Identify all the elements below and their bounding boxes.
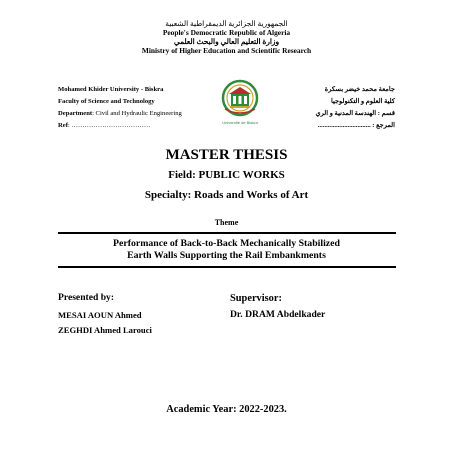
author-1: MESAI AOUN Ahmed [58,310,142,320]
department-line [58,110,182,118]
theme-top-rule [58,232,396,234]
author-2: ZEGHDI Ahmed Larouci [58,325,152,335]
theme-label: Theme [214,218,239,227]
ministry-english: Ministry of Higher Education and Scientific Research [141,46,312,55]
department-arabic: قسم : الهندسة المدنية و الري [315,110,395,117]
faculty-name: Faculty of Science and Technology [58,98,155,105]
university-name-arabic: جامعة محمد خيضر بسكرة [324,86,395,93]
ref-value: : ……………………………… [67,122,151,129]
field-line: Field: PUBLIC WORKS [168,169,285,181]
specialty-line: Specialty: Roads and Works of Art [144,189,309,201]
republic-arabic: الجمهورية الجزائرية الديمقراطية الشعبية [165,19,288,28]
supervisor-label: Supervisor: [230,293,282,304]
university-logo [218,78,262,130]
republic-english: People's Democratic Republic of Algeria [162,28,291,37]
ref-line [58,122,151,130]
university-name: Mohamed Khider University - Biskra [58,86,164,93]
theme-line-2: Earth Walls Supporting the Rail Embankments [127,250,326,261]
thesis-title: MASTER THESIS [165,147,288,163]
logo-caption: Université de Biskra [222,120,258,125]
ministry-arabic: وزارة التعليم العالي والبحث العلمي [173,37,280,46]
supervisor-name: Dr. DRAM Abdelkader [230,309,326,320]
presented-by-label: Presented by: [58,292,115,303]
ref-label: Ref [58,122,68,129]
faculty-name-arabic: كلية العلوم و التكنولوجيا [330,98,395,105]
department-value: : Civil and Hydraulic Engineering [92,110,182,117]
theme-line-1: Performance of Back-to-Back Mechanically Stabilized [113,238,340,249]
theme-bottom-rule [58,266,396,268]
ref-arabic: المرجع : ................................ [317,122,395,129]
department-label: Department [58,110,93,117]
academic-year: Academic Year: 2022-2023. [166,404,287,415]
